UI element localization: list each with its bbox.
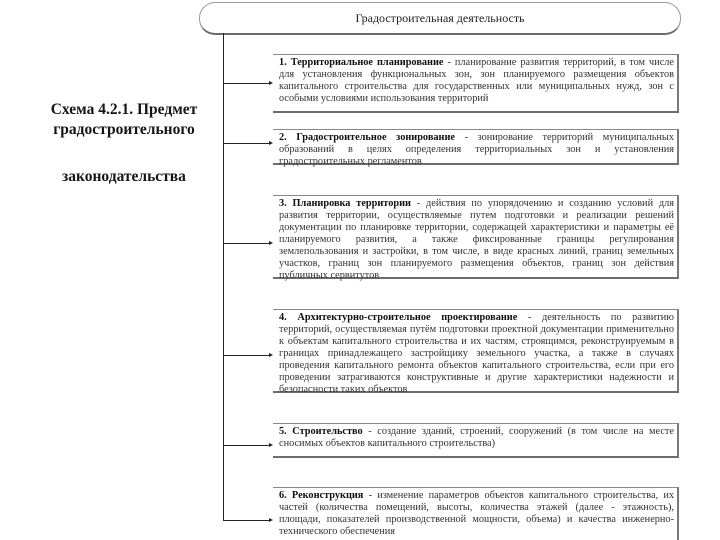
node-urban-zoning (273, 129, 679, 165)
node-description: планирование развития территорий, в том числе для установления функциональных зон, зон планируемого размещения объектов капитального строительства для государственных или муниципальных нужд, зон с особыми условиями использования территорий (279, 57, 675, 104)
node-construction (273, 423, 679, 458)
node-sep: - (443, 57, 455, 68)
node-description: изменение параметров объектов капитального строительства, их частей (количества помещений, высоты, количества этажей (далее - этажность), площади, показателей производственной мощности, объема) и качества инженерно-технического обеспечения (279, 490, 675, 537)
node-sep: - (454, 132, 478, 143)
diagram-title (14, 100, 234, 187)
node-reconstruction (273, 487, 679, 540)
title-line-1: Схема 4.2.1. Предмет (50, 101, 198, 118)
trunk-connector (223, 33, 224, 521)
arrow-connector-4 (223, 355, 271, 356)
node-description: зонирование территорий муниципальных образований в целях определения территориальных зон и установления градостроительных регламентов (279, 132, 674, 167)
node-term: 5. Строительство (279, 426, 363, 437)
header-node: Градостроительная деятельность (199, 2, 681, 35)
arrow-connector-1 (223, 83, 271, 84)
node-territorial-planning (273, 54, 679, 113)
node-term: 1. Территориальное планирование (279, 57, 444, 68)
arrow-connector-2 (223, 143, 271, 144)
node-term: 3. Планировка территории (279, 198, 411, 209)
node-sep: - (363, 490, 378, 501)
arrow-connector-3 (223, 243, 271, 244)
node-description: деятельность по развитию территорий, осуществляемая путём подготовки проектной документации применительно к объектам капитального строительства и их частям, строящимся, реконструируемым в границах принадлежащего застройщику земельного участка, а также в случаях проведения капитального ремонта объектов капитального строительства, если при его проведении затрагиваются конструктивные и другие характеристики надежности и безопасности таких объектов (279, 312, 674, 395)
node-architectural-design (273, 309, 679, 393)
node-sep: - (410, 198, 427, 209)
node-term: 4. Архитектурно-строительное проектирование (279, 312, 518, 323)
node-description: действия по упорядочению и созданию условий для развития территории, осуществляемые путем подготовки и реализации решений документации по планировке территории, содержащей характеристики и параметры её планируемого развития, а также фиксированные границы регулирования землепользования и застройки, в том числе, в виде красных линий, границ земельных участков, границ зон планируемого размещения объектов, границ зон действия публичных сервитутов (279, 198, 675, 281)
node-description: создание зданий, строений, сооружений (в том числе на месте сносимых объектов капитального строительства) (279, 426, 674, 449)
node-sep: - (517, 312, 543, 323)
node-term: 2. Градостроительное зонирование (279, 132, 455, 143)
title-line-3: законодательства (62, 168, 186, 185)
arrow-connector-5 (223, 445, 271, 446)
node-sep: - (362, 426, 378, 437)
title-line-2: градостроительного (53, 121, 195, 138)
node-territory-layout (273, 195, 679, 279)
arrow-connector-6 (223, 520, 271, 521)
node-term: 6. Реконструкция (279, 490, 364, 501)
